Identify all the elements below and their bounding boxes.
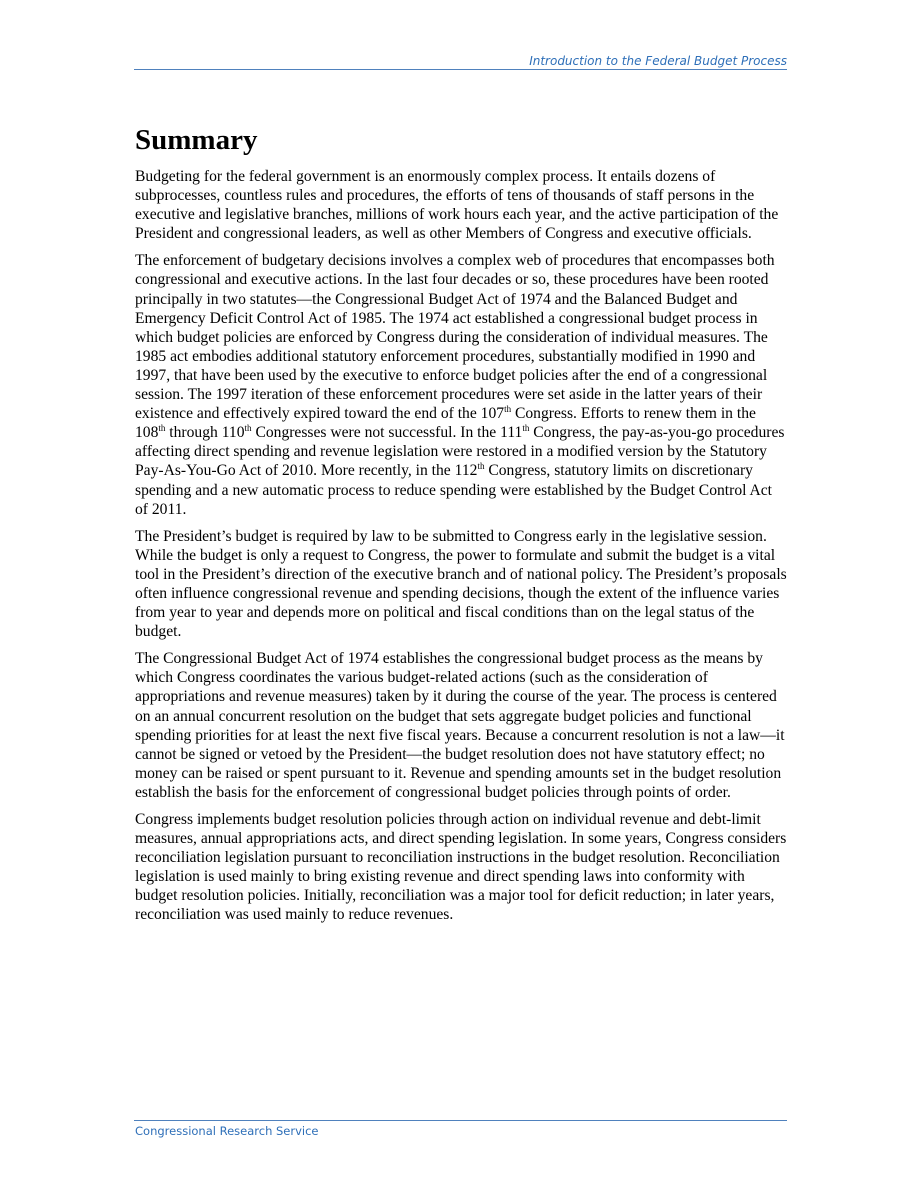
paragraph-1: Budgeting for the federal government is an enormously complex process. It entails dozens of subprocesses, countless rules and procedures, the efforts of tens of thousands of staff persons in the executive and legislative branches, millions of work hours each year, and the active participation of the President and congressional leaders, as well as other Members of Congress and executive officials. — [135, 168, 779, 243]
ordinal-suffix: th — [158, 423, 166, 434]
p2-text-4: Congresses were not successful. In the 111 — [251, 424, 523, 442]
paragraph-5: Congress implements budget resolution policies through action on individual revenue and debt-limit measures, annual appropriations acts, and direct spending legislation. In some years, Congress considers reconciliation legislation pursuant to reconciliation instructions in the budget resolution. Reconciliation legislation is used mainly to bring existing revenue and direct spending laws into conformity with budget resolution policies. Initially, reconciliation was a major tool for deficit reduction; in later years, reconciliation was used mainly to reduce revenues. — [135, 811, 787, 924]
footer-source: Congressional Research Service — [135, 1124, 319, 1138]
summary-body — [135, 167, 787, 933]
ordinal-suffix: th — [477, 461, 485, 472]
paragraph-3: The President’s budget is required by law to be submitted to Congress early in the legislative session. While the budget is only a request to Congress, the power to formulate and submit the budget is a vital tool in the President’s direction of the executive branch and of national policy. The President’s proposals often influence congressional revenue and spending decisions, though the extent of the influence varies from year to year and depends more on political and fiscal conditions than on the legal status of the budget. — [135, 527, 787, 641]
p2-text-6: Congress, statutory limits on discretionary spending and a new automatic process to reduce spending were established by the Budget Control Act of 2011. — [135, 462, 773, 518]
ordinal-suffix: th — [522, 423, 530, 434]
ordinal-suffix: th — [244, 423, 252, 434]
paragraph-2 — [135, 251, 787, 518]
p2-text-5: Congress, the pay-as-you-go procedures affecting direct spending and revenue legislation were restored in a modified version by the Statutory Pay-As-You-Go Act of 2010. More recently, in the 112 — [135, 424, 785, 480]
p2-text-2: Congress. Efforts to renew them in the 108 — [135, 405, 756, 442]
p2-text-1: The enforcement of budgetary decisions involves a complex web of procedures that encompasses both congressional and executive actions. In the last four decades or so, these procedures have been rooted principally in two statutes—the Congressional Budget Act of 1974 and the Balanced Budget and Emergency Deficit Control Act of 1985. The 1974 act established a congressional budget process in which budget policies are enforced by Congress during the consideration of individual measures. The 1985 act embodies additional statutory enforcement procedures, substantially modified in 1990 and 1997, that have been used by the executive to enforce budget policies after the end of a congressional session. The 1997 iteration of these enforcement procedures were set aside in the latter years of their existence and effectively expired toward the end of the 107 — [135, 252, 775, 423]
paragraph-4: The Congressional Budget Act of 1974 establishes the congressional budget process as the means by which Congress coordinates the various budget-related actions (such as the consideration of appropriations and revenue measures) taken by it during the course of the year. The process is centered on an annual concurrent resolution on the budget that sets aggregate budget policies and functional spending priorities for at least the next five fiscal years. Because a concurrent resolution is not a law—it cannot be signed or vetoed by the President—the budget resolution does not have statutory effect; no money can be raised or spent pursuant to it. Revenue and spending amounts set in the budget resolution establish the basis for the enforcement of congressional budget policies through points of order. — [135, 650, 785, 801]
ordinal-suffix: th — [504, 404, 512, 415]
footer-rule — [134, 1120, 787, 1121]
p2-text-3: through 110 — [165, 424, 245, 442]
header-rule — [134, 69, 787, 70]
page-title: Summary — [135, 124, 258, 156]
running-header: Introduction to the Federal Budget Process — [529, 54, 787, 68]
